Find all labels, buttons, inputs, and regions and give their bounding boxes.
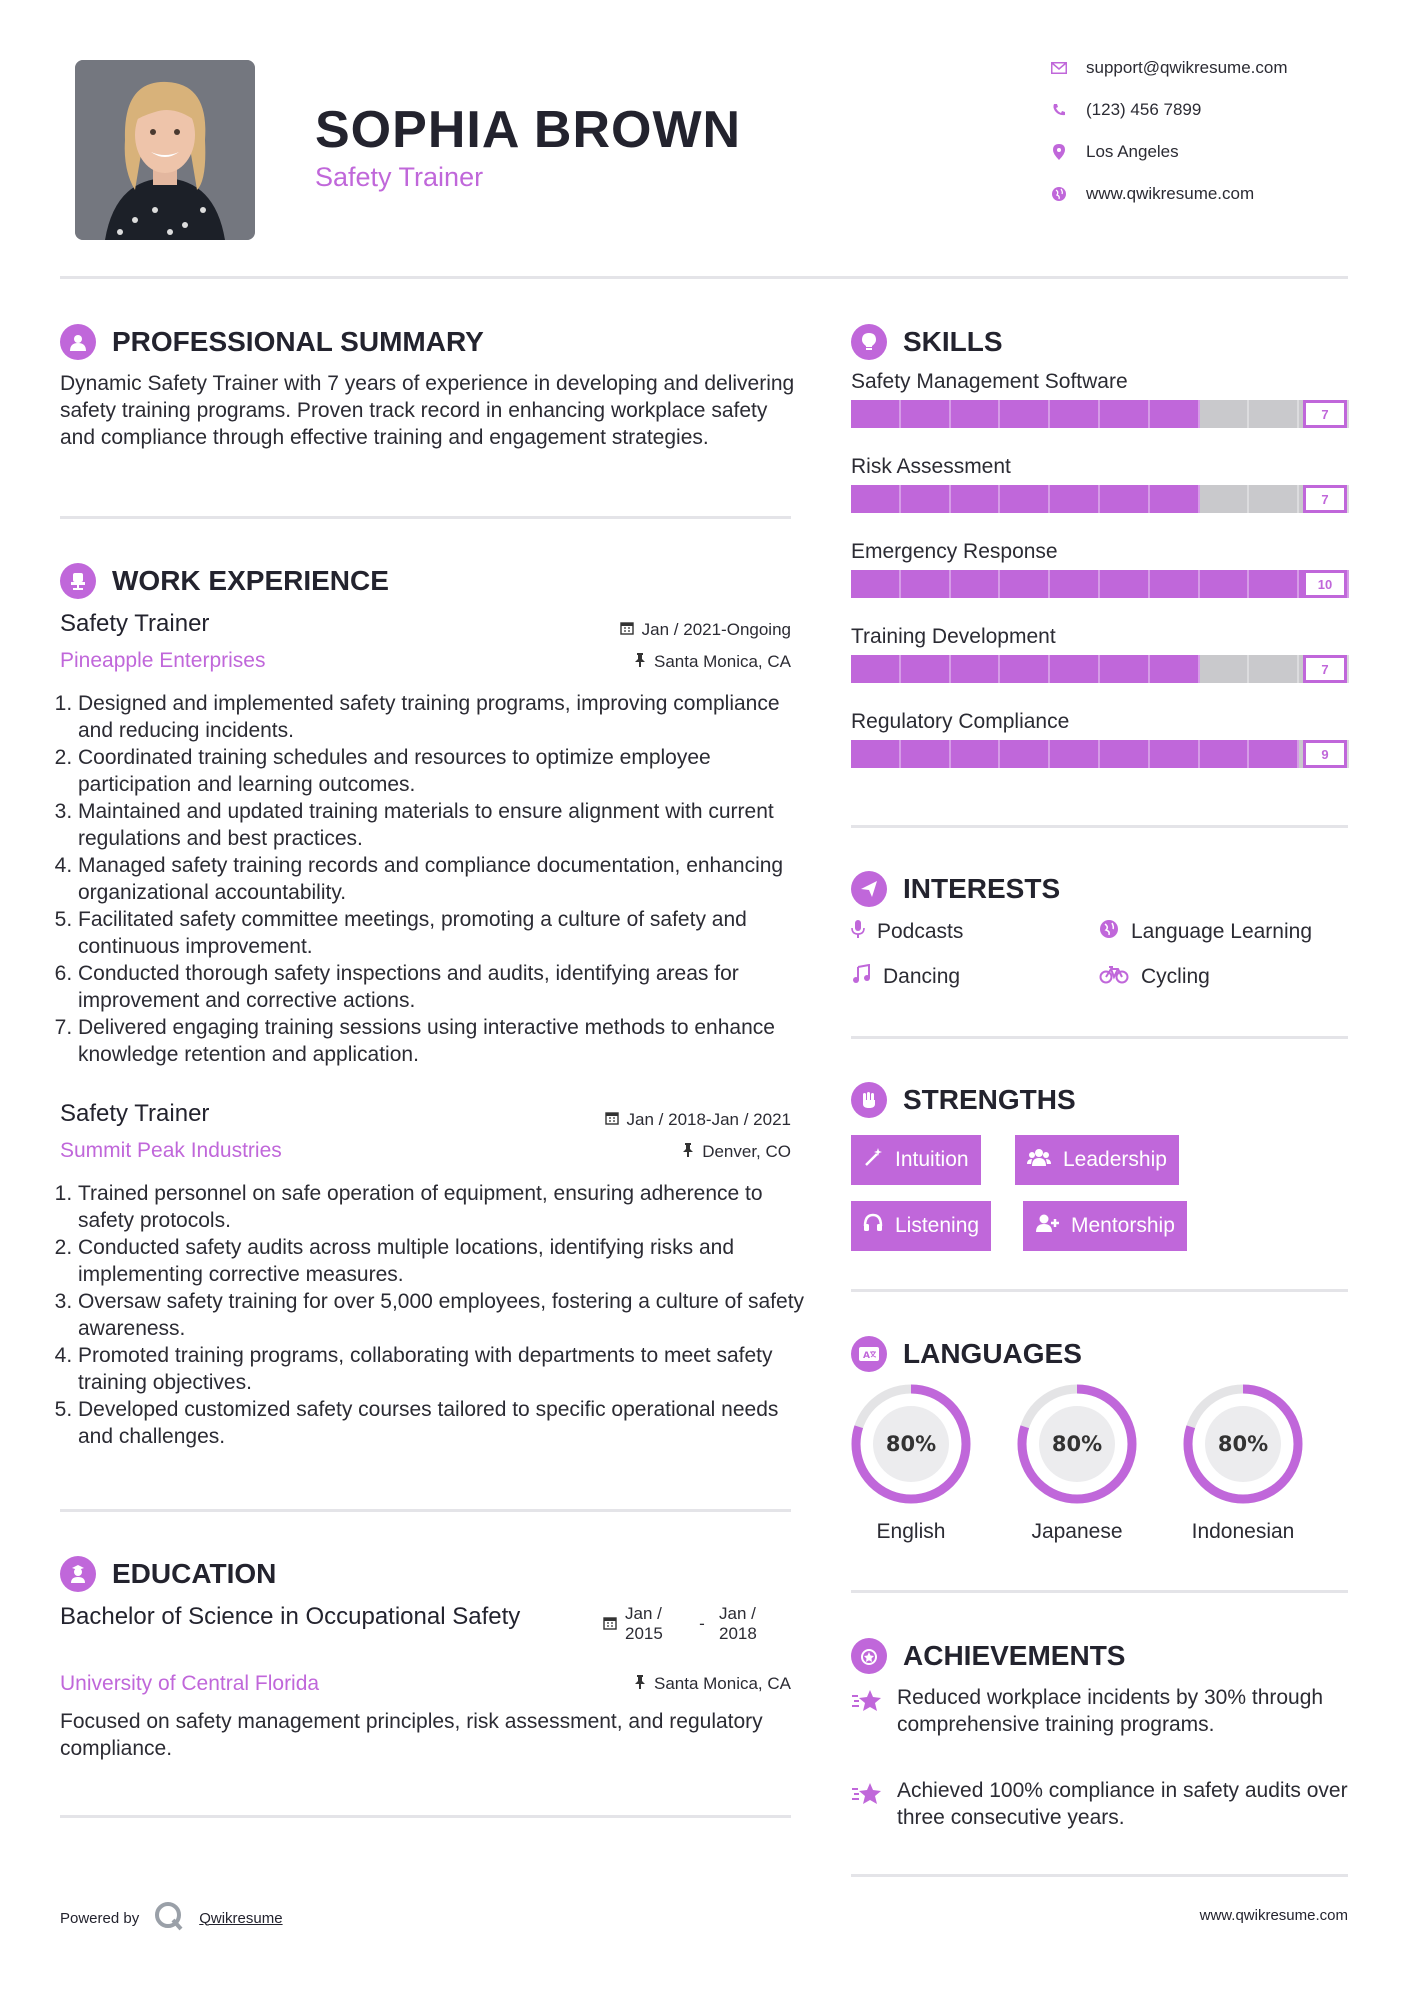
skill-item <box>851 370 1351 455</box>
language-donut <box>1181 1382 1305 1506</box>
skill-bar <box>851 570 1349 598</box>
work-heading: WORK EXPERIENCE <box>60 563 389 599</box>
interests-heading: INTERESTS <box>851 871 1060 907</box>
job-dates: Jan / 2018-Jan / 2021 <box>500 1110 791 1130</box>
skill-bar-segment <box>1000 400 1050 428</box>
language-percent: 80% <box>1217 1432 1269 1456</box>
job-company: Summit Peak Industries <box>60 1139 282 1162</box>
education-heading: EDUCATION <box>60 1556 276 1592</box>
skill-bar <box>851 740 1349 768</box>
job-location: Denver, CO <box>520 1142 791 1162</box>
skill-bar-segment <box>901 570 951 598</box>
education-text: Focused on safety management principles, risk assessment, and regulatory compliance. <box>60 1710 763 1760</box>
contact-email[interactable] <box>1050 58 1288 78</box>
list-item: 5. Developed customized safety courses tailored to specific operational needs and challenges. <box>78 1396 808 1450</box>
skill-bar-segment <box>901 655 951 683</box>
summary-heading: PROFESSIONAL SUMMARY <box>60 324 484 360</box>
list-item: 2. Coordinated training schedules and resources to optimize employee participation and learning outcomes. <box>78 744 808 798</box>
skill-bar-segment <box>1100 655 1150 683</box>
skill-bar-segment <box>1100 570 1150 598</box>
star-icon <box>851 1777 883 1831</box>
powered-by-label: Powered by <box>60 1909 140 1927</box>
skill-bar-segment <box>1050 740 1100 768</box>
skill-bar-segment <box>1050 655 1100 683</box>
contact-phone[interactable] <box>1050 100 1201 120</box>
skill-bar-segment <box>1100 400 1150 428</box>
skill-bar-segment <box>851 655 901 683</box>
skill-name: Risk Assessment <box>851 455 1011 478</box>
lightbulb-icon <box>851 324 887 360</box>
interest-podcasts: Podcasts <box>851 919 963 945</box>
globe-icon <box>1050 185 1068 203</box>
skill-bar-segment <box>901 740 951 768</box>
skill-level: 7 <box>1303 400 1347 428</box>
summary-text: Dynamic Safety Trainer with 7 years of experience in developing and delivering safety training programs. Proven track record in enhancing workplace safety and compliance through effective training and engagement strategies. <box>60 372 795 449</box>
skill-name: Training Development <box>851 625 1056 648</box>
skill-bar-segment <box>901 485 951 513</box>
skill-bar-segment <box>1000 655 1050 683</box>
user-plus-icon <box>1035 1213 1059 1239</box>
candidate-name: SOPHIA BROWN <box>315 101 742 159</box>
skill-bar-segment <box>851 485 901 513</box>
pin-icon <box>634 1674 646 1694</box>
skill-bar-segment <box>1150 655 1200 683</box>
skill-level: 7 <box>1303 655 1347 683</box>
languages-heading: A LANGUAGES <box>851 1336 1082 1372</box>
school-name: University of Central Florida <box>60 1672 320 1695</box>
language-name: Japanese <box>1031 1520 1123 1543</box>
globe-icon <box>1099 919 1119 945</box>
skill-bar-segment <box>1000 740 1050 768</box>
profile-photo <box>75 60 255 240</box>
list-item: 5. Facilitated safety committee meetings, promoting a culture of safety and continuous improvement. <box>78 906 808 960</box>
list-item: 1. Designed and implemented safety training programs, improving compliance and reducing incidents. <box>78 690 808 744</box>
language-icon <box>851 1336 887 1372</box>
skill-bar-segment <box>1249 400 1299 428</box>
calendar-icon <box>605 1110 619 1130</box>
skill-bar-segment <box>951 655 1001 683</box>
footer-site[interactable]: www.qwikresume.com <box>1199 1907 1348 1924</box>
skills-heading: SKILLS <box>851 324 1003 360</box>
phone-text: (123) 456 7899 <box>1086 100 1202 119</box>
location-text: Los Angeles <box>1086 142 1179 161</box>
star-icon <box>851 1684 883 1738</box>
summary-divider <box>60 516 791 519</box>
job-bullets <box>60 1180 808 1450</box>
skill-bar-segment <box>1200 400 1250 428</box>
education-end: Jan / 2018 <box>719 1604 757 1643</box>
skill-item <box>851 455 1351 540</box>
job-bullets <box>60 690 808 1068</box>
skill-bar-segment <box>1100 485 1150 513</box>
skill-level: 7 <box>1303 485 1347 513</box>
user-icon <box>60 324 96 360</box>
skill-name: Regulatory Compliance <box>851 710 1070 733</box>
skill-bar <box>851 485 1349 513</box>
contact-website[interactable] <box>1050 184 1254 204</box>
strengths-heading: STRENGTHS <box>851 1082 1076 1118</box>
candidate-role: Safety Trainer <box>315 162 484 192</box>
list-item: 2. Conducted safety audits across multiple locations, identifying risks and implementing corrective measures. <box>78 1234 808 1288</box>
skill-bar-segment <box>1150 570 1200 598</box>
skill-bar-segment <box>1200 485 1250 513</box>
skill-bar-segment <box>1200 740 1250 768</box>
skill-bar-segment <box>1050 400 1100 428</box>
skill-bar-segment <box>1249 740 1299 768</box>
header-divider <box>60 276 1348 279</box>
language-donut <box>1015 1382 1139 1506</box>
graduate-icon <box>60 1556 96 1592</box>
skill-bar-segment <box>1100 740 1150 768</box>
languages-divider <box>851 1590 1348 1593</box>
skill-bar-segment <box>1150 485 1200 513</box>
skill-bar-segment <box>1200 570 1250 598</box>
skill-bar-segment <box>951 485 1001 513</box>
skill-item <box>851 625 1351 710</box>
education-location: Santa Monica, CA <box>520 1674 791 1694</box>
email-text: support@qwikresume.com <box>1086 58 1288 77</box>
job-dates: Jan / 2021-Ongoing <box>520 620 791 640</box>
language-name: Indonesian <box>1191 1520 1295 1543</box>
skill-bar-segment <box>1150 400 1200 428</box>
skill-bar-segment <box>1050 570 1100 598</box>
language-name: English <box>876 1520 946 1543</box>
education-divider <box>60 1815 791 1818</box>
language-percent: 80% <box>1051 1432 1103 1456</box>
strength-mentorship: Mentorship <box>1023 1201 1187 1251</box>
skill-bar-segment <box>1249 570 1299 598</box>
map-pin-icon <box>1050 143 1068 161</box>
headphones-icon <box>863 1213 883 1239</box>
list-item: 4. Managed safety training records and compliance documentation, enhancing organizational accountability. <box>78 852 808 906</box>
skill-bar-segment <box>1000 485 1050 513</box>
skill-bar <box>851 400 1349 428</box>
skill-name: Safety Management Software <box>851 370 1128 393</box>
job-title: Safety Trainer <box>60 610 210 637</box>
list-item: 1. Trained personnel on safe operation of equipment, ensuring adherence to safety protocols. <box>78 1180 808 1234</box>
skill-bar-segment <box>951 740 1001 768</box>
skill-bar-segment <box>1200 655 1250 683</box>
strengths-divider <box>851 1289 1348 1292</box>
achievement-item: Achieved 100% compliance in safety audits over three consecutive years. <box>851 1777 1351 1831</box>
achievements-heading: ACHIEVEMENTS <box>851 1638 1125 1674</box>
language-donut <box>849 1382 973 1506</box>
strength-intuition: Intuition <box>851 1135 981 1185</box>
skill-bar-segment <box>901 400 951 428</box>
skill-name: Emergency Response <box>851 540 1058 563</box>
skill-level: 9 <box>1303 740 1347 768</box>
skills-divider <box>851 825 1348 828</box>
phone-icon <box>1050 101 1068 119</box>
music-note-icon <box>851 964 871 990</box>
fist-icon <box>851 1082 887 1118</box>
interest-language-learning: Language Learning <box>1099 919 1312 945</box>
skill-bar-segment <box>951 400 1001 428</box>
contact-location <box>1050 142 1179 162</box>
education-start: Jan / 2015 <box>625 1604 663 1643</box>
magic-wand-icon <box>863 1147 883 1173</box>
skill-bar-segment <box>951 570 1001 598</box>
job-company: Pineapple Enterprises <box>60 649 266 672</box>
list-item: 4. Promoted training programs, collaborating with departments to meet safety training objectives. <box>78 1342 808 1396</box>
mail-icon <box>1050 59 1068 77</box>
website-text: www.qwikresume.com <box>1086 184 1255 203</box>
interests-divider <box>851 1036 1348 1039</box>
language-percent: 80% <box>885 1432 937 1456</box>
education-dates <box>603 1604 769 1644</box>
qwikresume-logo-icon <box>153 1900 185 1936</box>
calendar-icon <box>603 1615 617 1644</box>
list-item: 7. Delivered engaging training sessions using interactive methods to enhance knowledge retention and application. <box>78 1014 808 1068</box>
skill-bar-segment <box>851 740 901 768</box>
chair-icon <box>60 563 96 599</box>
strength-leadership: Leadership <box>1015 1135 1179 1185</box>
skill-bar-segment <box>851 570 901 598</box>
language-item <box>987 1382 1167 1544</box>
footer-powered <box>60 1900 283 1936</box>
pin-icon <box>634 652 646 672</box>
paper-plane-icon <box>851 871 887 907</box>
job-title: Safety Trainer <box>60 1100 210 1127</box>
skill-bar-segment <box>851 400 901 428</box>
users-icon <box>1027 1147 1051 1173</box>
list-item: 3. Oversaw safety training for over 5,000 employees, fostering a culture of safety awareness. <box>78 1288 808 1342</box>
skill-bar-segment <box>1249 655 1299 683</box>
date-separator: - <box>699 1614 705 1633</box>
strength-listening: Listening <box>851 1201 991 1251</box>
list-item: 3. Maintained and updated training materials to ensure alignment with current regulations and best practices. <box>78 798 808 852</box>
bicycle-icon <box>1099 964 1129 990</box>
qwikresume-link[interactable]: Qwikresume <box>199 1909 283 1927</box>
work-divider <box>60 1509 791 1512</box>
pin-icon <box>682 1142 694 1162</box>
achievements-divider <box>851 1874 1348 1877</box>
microphone-icon <box>851 919 865 945</box>
skill-item <box>851 710 1351 795</box>
achievement-item: Reduced workplace incidents by 30% through comprehensive training programs. <box>851 1684 1351 1738</box>
language-item <box>1153 1382 1333 1544</box>
interest-dancing: Dancing <box>851 964 960 990</box>
skill-bar-segment <box>1249 485 1299 513</box>
calendar-icon <box>620 620 634 640</box>
skill-bar-segment <box>1000 570 1050 598</box>
interest-cycling: Cycling <box>1099 964 1210 990</box>
skills-list <box>851 370 1351 795</box>
skill-bar-segment <box>1150 740 1200 768</box>
skill-bar-segment <box>1050 485 1100 513</box>
list-item: 6. Conducted thorough safety inspections and audits, identifying areas for improvement and corrective actions. <box>78 960 808 1014</box>
language-item <box>821 1382 1001 1544</box>
skill-item <box>851 540 1351 625</box>
medal-icon <box>851 1638 887 1674</box>
skill-level: 10 <box>1303 570 1347 598</box>
skill-bar <box>851 655 1349 683</box>
svg-text:A: A <box>863 1351 870 1361</box>
job-location: Santa Monica, CA <box>520 652 791 672</box>
degree-title: Bachelor of Science in Occupational Safety <box>60 1603 521 1630</box>
